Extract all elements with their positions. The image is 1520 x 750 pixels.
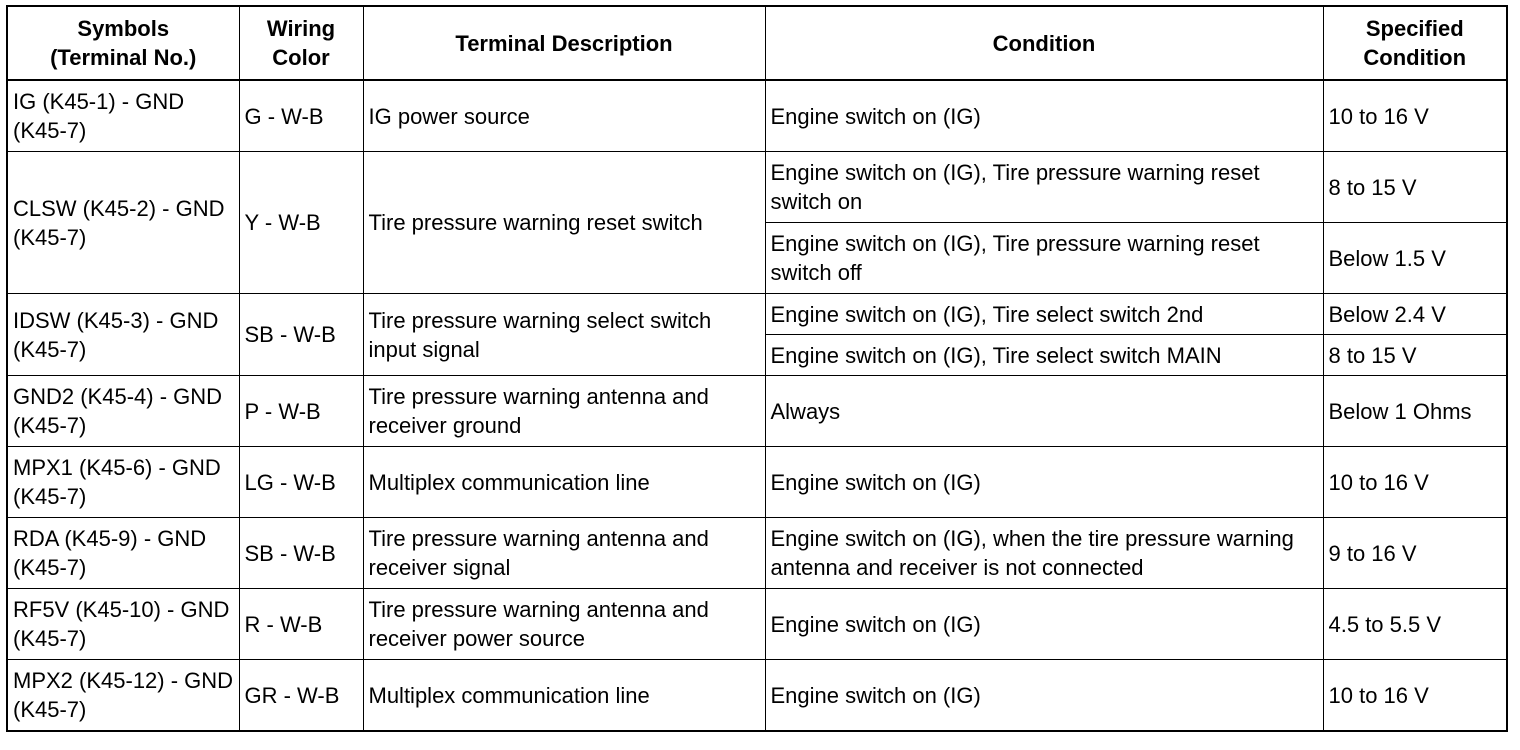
header-terminal-description: Terminal Description: [363, 6, 765, 80]
condition-cell: Engine switch on (IG), Tire pressure warning reset switch off: [765, 223, 1323, 294]
wiring-color-cell: Y - W-B: [239, 152, 363, 294]
symbols-cell: MPX2 (K45-12) - GND (K45-7): [7, 660, 239, 732]
symbols-cell: IDSW (K45-3) - GND (K45-7): [7, 294, 239, 376]
header-wiring-color: Wiring Color: [239, 6, 363, 80]
symbols-cell: RDA (K45-9) - GND (K45-7): [7, 518, 239, 589]
wiring-color-cell: SB - W-B: [239, 518, 363, 589]
terminal-description-cell: Multiplex communication line: [363, 447, 765, 518]
condition-cell: Engine switch on (IG), Tire select switch 2nd: [765, 294, 1323, 335]
header-row: [7, 6, 1507, 80]
specified-condition-cell: 10 to 16 V: [1323, 447, 1507, 518]
symbols-cell: MPX1 (K45-6) - GND (K45-7): [7, 447, 239, 518]
condition-cell: Engine switch on (IG), Tire select switch MAIN: [765, 335, 1323, 376]
wiring-color-cell: P - W-B: [239, 376, 363, 447]
wiring-color-cell: SB - W-B: [239, 294, 363, 376]
terminal-specification-table: [6, 5, 1508, 732]
specified-condition-cell: Below 1.5 V: [1323, 223, 1507, 294]
condition-cell: Engine switch on (IG): [765, 80, 1323, 152]
symbols-cell: CLSW (K45-2) - GND (K45-7): [7, 152, 239, 294]
wiring-color-cell: G - W-B: [239, 80, 363, 152]
table-row: [7, 518, 1507, 589]
wiring-color-cell: R - W-B: [239, 589, 363, 660]
symbols-cell: GND2 (K45-4) - GND (K45-7): [7, 376, 239, 447]
table-row: [7, 80, 1507, 152]
table-row: [7, 660, 1507, 732]
condition-cell: Engine switch on (IG): [765, 447, 1323, 518]
symbols-cell: RF5V (K45-10) - GND (K45-7): [7, 589, 239, 660]
wiring-color-cell: LG - W-B: [239, 447, 363, 518]
specified-condition-cell: Below 1 Ohms: [1323, 376, 1507, 447]
terminal-description-cell: Tire pressure warning antenna and receiver signal: [363, 518, 765, 589]
specified-condition-cell: 10 to 16 V: [1323, 660, 1507, 732]
condition-cell: Engine switch on (IG), Tire pressure warning reset switch on: [765, 152, 1323, 223]
terminal-description-cell: Tire pressure warning antenna and receiver ground: [363, 376, 765, 447]
table-row: [7, 152, 1507, 223]
wiring-color-cell: GR - W-B: [239, 660, 363, 732]
specified-condition-cell: 8 to 15 V: [1323, 335, 1507, 376]
symbols-cell: IG (K45-1) - GND (K45-7): [7, 80, 239, 152]
table-row: [7, 294, 1507, 335]
condition-cell: Engine switch on (IG), when the tire pressure warning antenna and receiver is not connected: [765, 518, 1323, 589]
condition-cell: Engine switch on (IG): [765, 660, 1323, 732]
terminal-description-cell: IG power source: [363, 80, 765, 152]
specified-condition-cell: Below 2.4 V: [1323, 294, 1507, 335]
table-row: [7, 447, 1507, 518]
condition-cell: Always: [765, 376, 1323, 447]
terminal-description-cell: Tire pressure warning antenna and receiver power source: [363, 589, 765, 660]
specified-condition-cell: 10 to 16 V: [1323, 80, 1507, 152]
header-specified-condition: Specified Condition: [1323, 6, 1507, 80]
table-row: [7, 376, 1507, 447]
header-symbols: Symbols (Terminal No.): [7, 6, 239, 80]
specified-condition-cell: 9 to 16 V: [1323, 518, 1507, 589]
table-row: [7, 589, 1507, 660]
condition-cell: Engine switch on (IG): [765, 589, 1323, 660]
terminal-description-cell: Multiplex communication line: [363, 660, 765, 732]
terminal-description-cell: Tire pressure warning select switch input signal: [363, 294, 765, 376]
header-condition: Condition: [765, 6, 1323, 80]
terminal-description-cell: Tire pressure warning reset switch: [363, 152, 765, 294]
specified-condition-cell: 4.5 to 5.5 V: [1323, 589, 1507, 660]
specified-condition-cell: 8 to 15 V: [1323, 152, 1507, 223]
